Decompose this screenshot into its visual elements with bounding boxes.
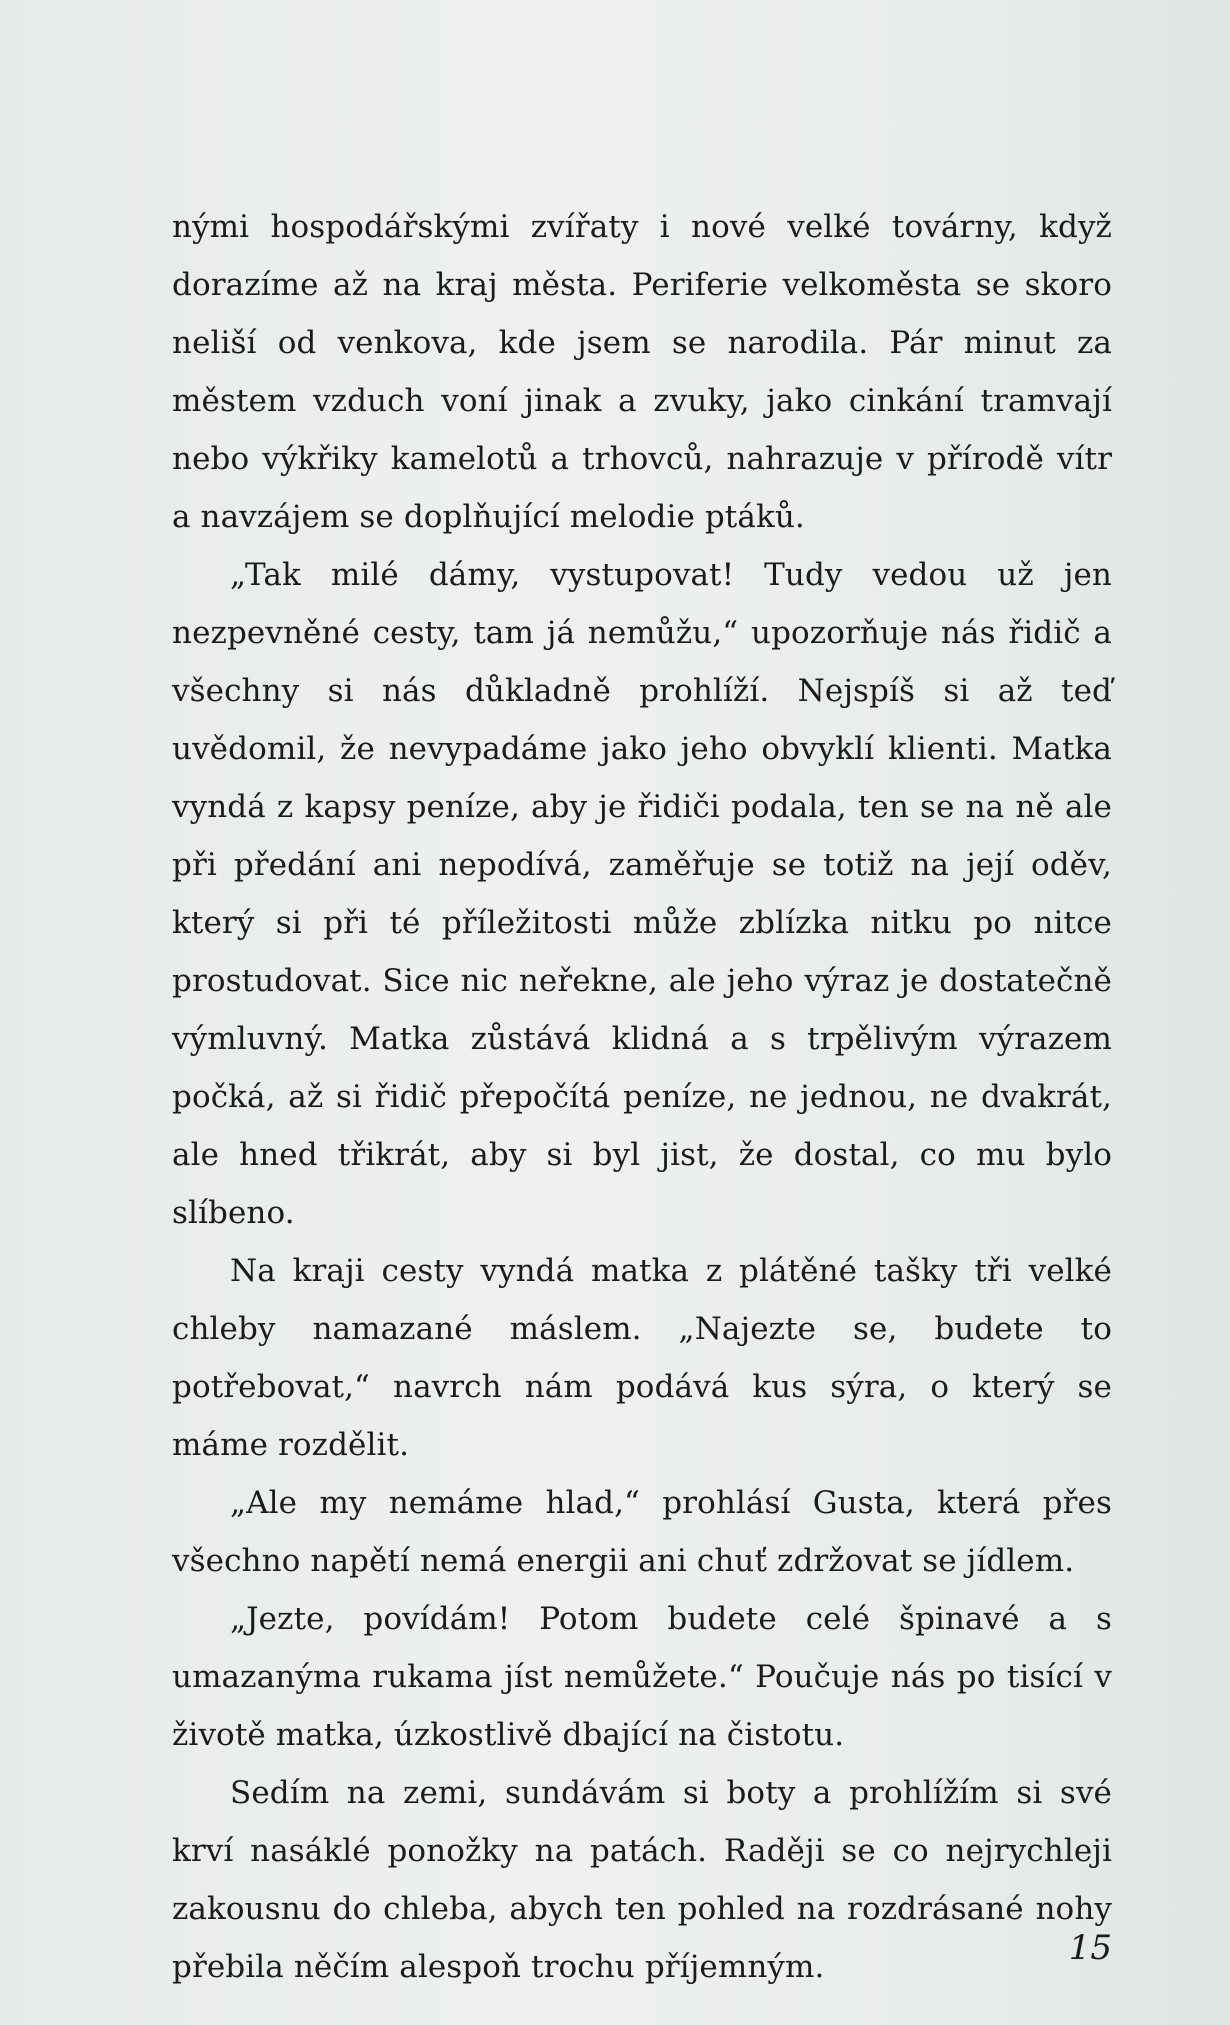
paragraph-2: „Tak milé dámy, vystupovat! Tudy vedou už jen nezpevněné cesty, tam já nemůžu,“ upozorňuje nás řidič a všechny si nás důkladně prohlíží. Nejspíš si až teď uvědomil, že nevypadáme jako jeho obvyklí klienti. Matka vyndá z kapsy peníze, aby je řidiči podala, ten se na ně ale při předání ani nepodívá, zaměřuje se totiž na její oděv, který si při té příležitosti může zblízka nitku po nitce prostudovat. Sice nic neřekne, ale jeho výraz je dostatečně výmluvný. Matka zůstává klidná a s trpělivým výrazem počká, až si řidič přepočítá peníze, ne jednou, ne dvakrát, ale hned třikrát, aby si byl jist, že dostal, co mu bylo slíbeno. <box>172 557 1112 1231</box>
paragraph-1: nými hospodářskými zvířaty i nové velké továrny, když dorazíme až na kraj města. Periferie velkoměsta se skoro neliší od venkova, kde jsem se narodila. Pár minut za městem vzduch voní jinak a zvuky, jako cinkání tramvají nebo výkřiky kamelotů a trhovců, nahrazuje v přírodě vítr a navzájem se doplňující melodie ptáků. <box>172 209 1112 535</box>
body-text <box>172 198 1112 1996</box>
paragraph-5: „Jezte, povídám! Potom budete celé špinavé a s umazanýma rukama jíst nemůžete.“ Poučuje nás po tisící v životě matka, úzkostlivě dbající na čistotu. <box>172 1601 1112 1753</box>
paragraph-3: Na kraji cesty vyndá matka z plátěné tašky tři velké chleby namazané máslem. „Najezte se, budete to potřebovat,“ navrch nám podává kus sýra, o který se máme rozdělit. <box>172 1253 1112 1463</box>
page-number: 15 <box>1068 1928 1112 1968</box>
paragraph-6: Sedím na zemi, sundávám si boty a prohlížím si své krví nasáklé ponožky na patách. Raději se co nejrychleji zakousnu do chleba, abych ten pohled na rozdrásané nohy přebila něčím alespoň trochu příjemným. <box>172 1775 1112 1985</box>
paragraph-4: „Ale my nemáme hlad,“ prohlásí Gusta, která přes všechno napětí nemá energii ani chuť zdržovat se jídlem. <box>172 1485 1112 1579</box>
